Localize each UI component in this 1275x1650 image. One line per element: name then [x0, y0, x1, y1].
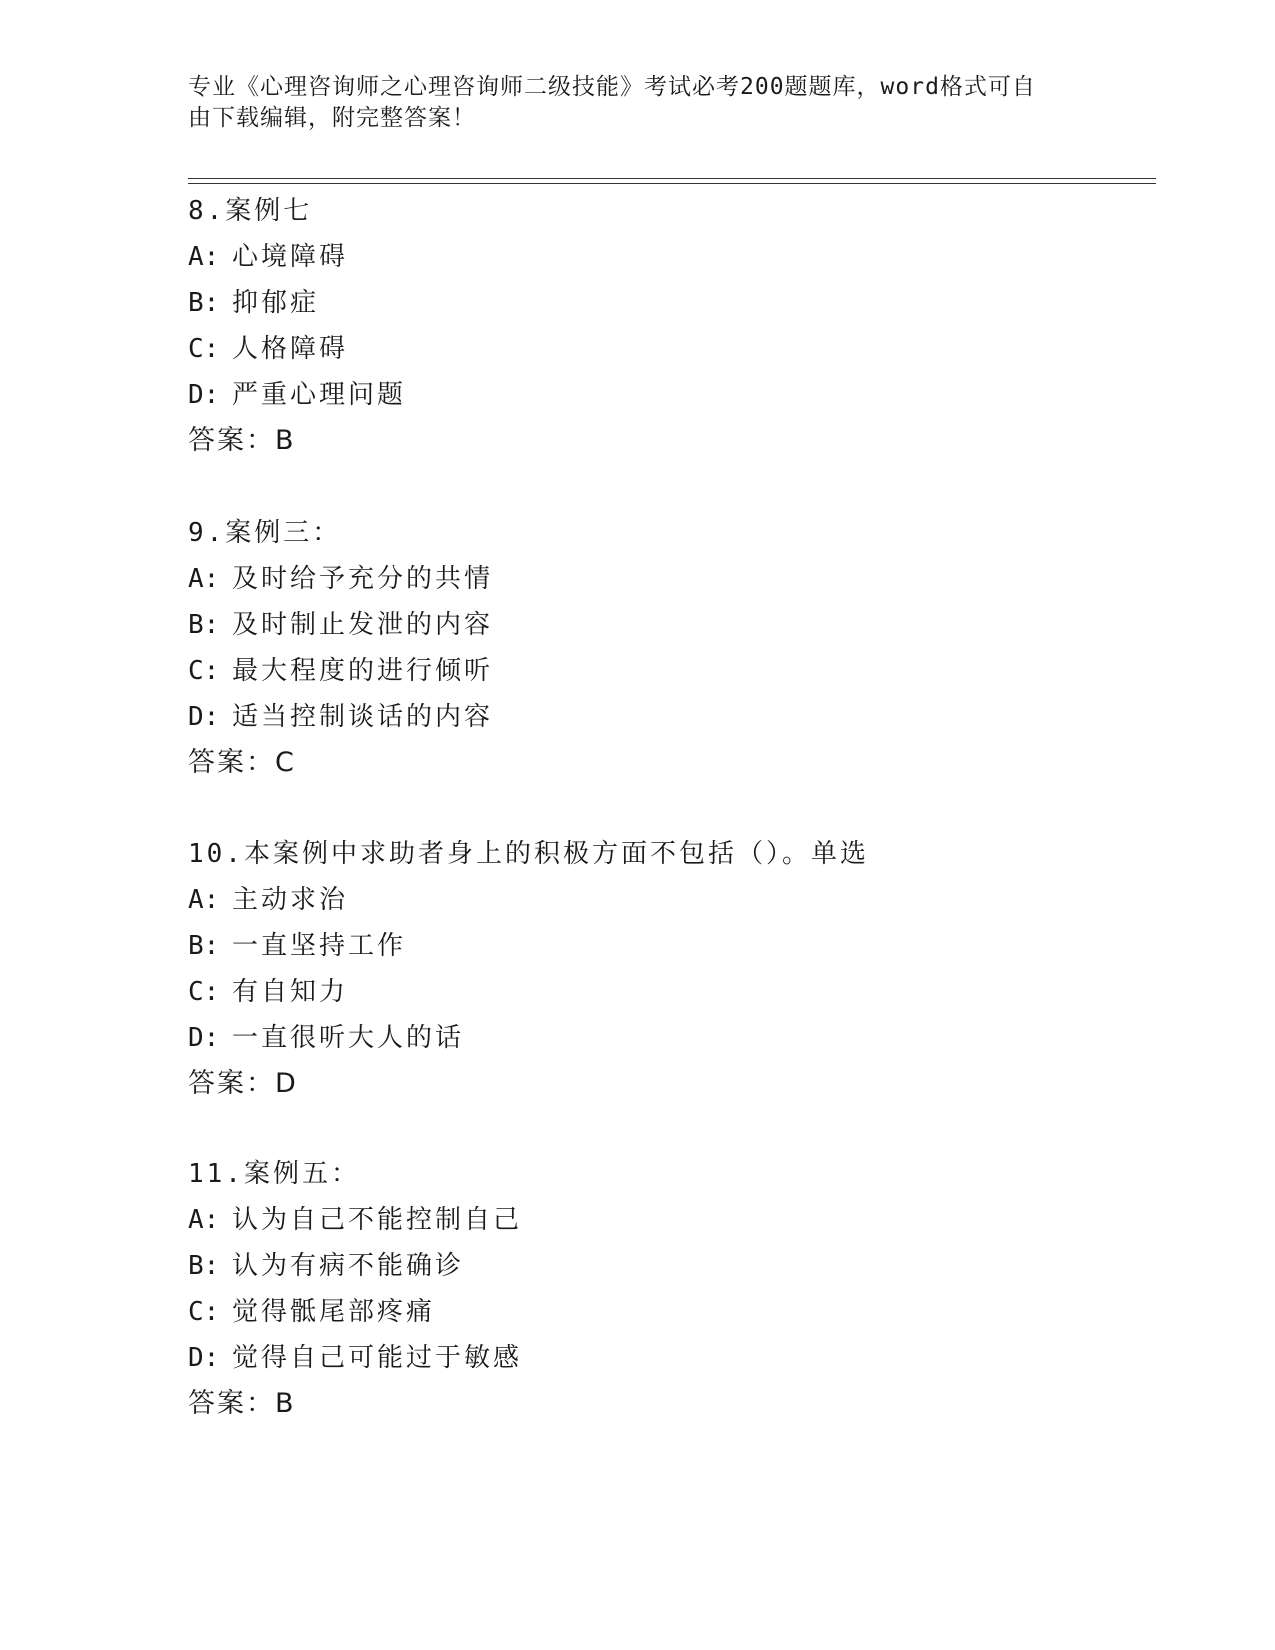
answer-label: 答案： [188, 747, 275, 778]
header-divider-bottom [188, 183, 1156, 184]
option-d [188, 694, 1168, 740]
option-text: 及时制止发泄的内容 [232, 610, 494, 640]
option-letter: B: [188, 1251, 220, 1281]
option-letter: C: [188, 334, 220, 364]
option-letter: D: [188, 1343, 220, 1373]
question-title: 10.本案例中求助者身上的积极方面不包括（）。单选 [188, 839, 869, 869]
answer-line [188, 418, 1168, 464]
answer-line [188, 1381, 1168, 1427]
option-d [188, 1015, 1168, 1061]
option-text: 及时给予充分的共情 [232, 564, 494, 594]
option-text: 一直很听大人的话 [232, 1023, 465, 1053]
question-title: 11.案例五： [188, 1159, 360, 1189]
header-line-2: 由下载编辑，附完整答案！ [188, 105, 476, 131]
option-letter: C: [188, 1297, 220, 1327]
answer-line [188, 740, 1168, 786]
question-block [188, 1151, 1168, 1427]
answer-value: B [275, 425, 295, 456]
option-d [188, 1335, 1168, 1381]
option-text: 适当控制谈话的内容 [232, 702, 494, 732]
answer-line [188, 1061, 1168, 1107]
option-letter: A: [188, 885, 220, 915]
option-b [188, 280, 1168, 326]
option-letter: A: [188, 564, 220, 594]
option-text: 认为有病不能确诊 [232, 1251, 465, 1281]
answer-label: 答案： [188, 1068, 275, 1099]
option-d [188, 372, 1168, 418]
option-text: 觉得自己可能过于敏感 [232, 1343, 523, 1373]
answer-value: C [275, 747, 295, 778]
header-divider-top [188, 178, 1156, 179]
option-text: 严重心理问题 [232, 380, 407, 410]
option-letter: D: [188, 1023, 220, 1053]
question-block [188, 831, 1168, 1107]
option-text: 心境障碍 [232, 242, 349, 272]
option-a [188, 877, 1168, 923]
option-letter: D: [188, 702, 220, 732]
question-block [188, 188, 1168, 464]
option-letter: A: [188, 242, 220, 272]
option-text: 认为自己不能控制自己 [232, 1205, 523, 1235]
option-letter: C: [188, 977, 220, 1007]
option-text: 主动求治 [232, 885, 349, 915]
option-letter: D: [188, 380, 220, 410]
answer-value: B [275, 1388, 295, 1419]
option-letter: B: [188, 931, 220, 961]
header-line-1: 专业《心理咨询师之心理咨询师二级技能》考试必考200题题库，word格式可自 [188, 74, 1036, 100]
option-c [188, 648, 1168, 694]
option-c [188, 1289, 1168, 1335]
option-text: 觉得骶尾部疼痛 [232, 1297, 436, 1327]
option-text: 抑郁症 [232, 288, 320, 318]
document-header [188, 72, 1068, 134]
option-a [188, 556, 1168, 602]
option-letter: C: [188, 656, 220, 686]
question-block [188, 510, 1168, 786]
option-letter: A: [188, 1205, 220, 1235]
option-text: 一直坚持工作 [232, 931, 407, 961]
option-b [188, 923, 1168, 969]
question-title: 8.案例七 [188, 196, 313, 226]
option-letter: B: [188, 610, 220, 640]
option-text: 有自知力 [232, 977, 349, 1007]
option-a [188, 234, 1168, 280]
answer-value: D [275, 1068, 297, 1099]
answer-label: 答案： [188, 425, 275, 456]
option-c [188, 326, 1168, 372]
option-letter: B: [188, 288, 220, 318]
option-text: 最大程度的进行倾听 [232, 656, 494, 686]
question-title: 9.案例三： [188, 518, 342, 548]
option-c [188, 969, 1168, 1015]
option-b [188, 1243, 1168, 1289]
option-b [188, 602, 1168, 648]
option-a [188, 1197, 1168, 1243]
answer-label: 答案： [188, 1388, 275, 1419]
option-text: 人格障碍 [232, 334, 349, 364]
